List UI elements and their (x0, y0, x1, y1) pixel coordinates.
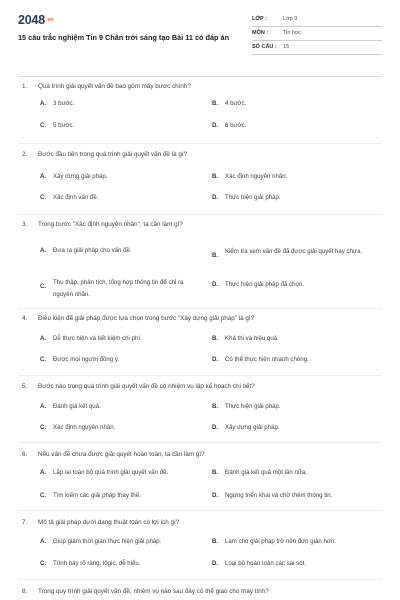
question-divider (18, 442, 382, 443)
meta-value: Lớp 9 (283, 16, 298, 22)
logo-text: 2048 (18, 13, 46, 27)
question-divider (18, 510, 382, 511)
question-divider (18, 308, 382, 309)
question-text: 6. Nếu vấn đề chưa được giải quyết hoàn toàn, ta cần làm gì? (22, 451, 205, 458)
question-text: 8. Trong quy trình giải quyết vấn đề, nhiệm vụ nào sau đây có thể giao cho máy tính? (22, 588, 269, 595)
question-divider (18, 214, 382, 215)
meta-row-subject (252, 27, 382, 41)
question-text: 4. Điều kiện để giải pháp được lựa chọn trong bước "Xây dựng giải pháp" là gì? (22, 315, 255, 322)
meta-panel (252, 13, 382, 55)
question-text: 3. Trong bước "Xác định nguyên nhân", ta cần làm gì? (22, 221, 183, 228)
meta-key: LỚP : (252, 16, 267, 22)
meta-row-count (252, 41, 382, 55)
question-divider (18, 143, 382, 144)
question-text: 5. Bước nào trong quá trình giải quyết vấn đề có nhiệm vụ lập kế hoạch chi tiết? (22, 383, 255, 390)
question-text: 1. Quá trình giải quyết vấn đề bao gồm mấy bước chính? (22, 83, 191, 90)
quiz-sheet: $2048^{.vn}$ 15 câu trắc nghiệm Tin 9 Chân trời sáng tạo Bài 11 có đáp án LỚP : Lớp 9 MÔN : Tin học SỐ CÂU : 15 1. Quá trình giải quyết vấn đề bao gồm mấy bước chính? A. 3 bước. B. 4 bước. C. 5 bước. D. 6 bước. 2. Bước đầu tiên trong quá trình giải quyết vấn đề là gì? A. Xây dựng giải pháp. B. Xác định nguyên nhân. C. Xác định vấn đề. D. Thực hiện giải pháp. 3. Trong bước "Xác định nguyên nhân", ta cần làm gì? A. Đưa ra giải pháp cho vấn đề. B. Kiểm tra xem vấn đề đã được giải quyết hay chưa. C. Thu thập, phân tích, tổng hợp thông tin để chỉ ra nguyên nhân. D. Thực hiện giải pháp đã chọn. 4. Điều kiện để giải pháp được lựa chọn trong bước "Xây dựng giải pháp" là gì? A. Dễ thực hiện và tiết kiệm chi phí. B. Khả thi và hiệu quả. C. Được mọi người đồng ý. D. Có thể thực hiện nhanh chóng. 5. Bước nào trong quá trình giải quyết vấn đề có nhiệm vụ lập kế hoạch chi tiết? A. Đánh giá kết quả. B. Thực hiện giải pháp. C. Xác định nguyên nhân. D. Xây dựng giải pháp. 6. Nếu vấn đề chưa được giải quyết hoàn toàn, ta cần làm gì? A. Lặp lại toàn bộ quá trình giải quyết vấn đề. B. Đánh giá kết quả một lần nữa. C. Tìm kiếm các giải pháp thay thế. D. Ngừng triển khai và chờ thêm thông tin. 7. Mô tả giải pháp dưới dạng thuật toán có lợi ích gì? A. Giúp giảm thời gian thực hiện giải pháp. B. Làm cho giải pháp trở nên đơn giản hơn. C. Trình bày rõ ràng, lôgic, dễ hiểu. D. Loại bỏ hoàn toàn các sai sót. 8. Trong quy trình giải quyết vấn đề, nhiệm vụ nào sau đây có thể giao cho máy tính? (0, 0, 400, 600)
meta-value: Tin học (283, 30, 301, 36)
meta-key: SỐ CÂU : (252, 44, 277, 50)
question-divider (18, 579, 382, 580)
question-divider (18, 375, 382, 376)
header (0, 0, 400, 78)
site-logo[interactable] (18, 13, 53, 27)
header-divider (18, 76, 382, 77)
meta-row-class (252, 13, 382, 27)
meta-value: 15 (283, 44, 290, 50)
meta-key: MÔN : (252, 30, 269, 36)
logo-tld: .vn (46, 17, 54, 23)
question-text: 7. Mô tả giải pháp dưới dạng thuật toán có lợi ích gì? (22, 519, 180, 526)
question-text: 2. Bước đầu tiên trong quá trình giải quyết vấn đề là gì? (22, 151, 188, 158)
page-title: 15 câu trắc nghiệm Tin 9 Chân trời sáng tạo Bài 11 có đáp án (18, 33, 230, 42)
